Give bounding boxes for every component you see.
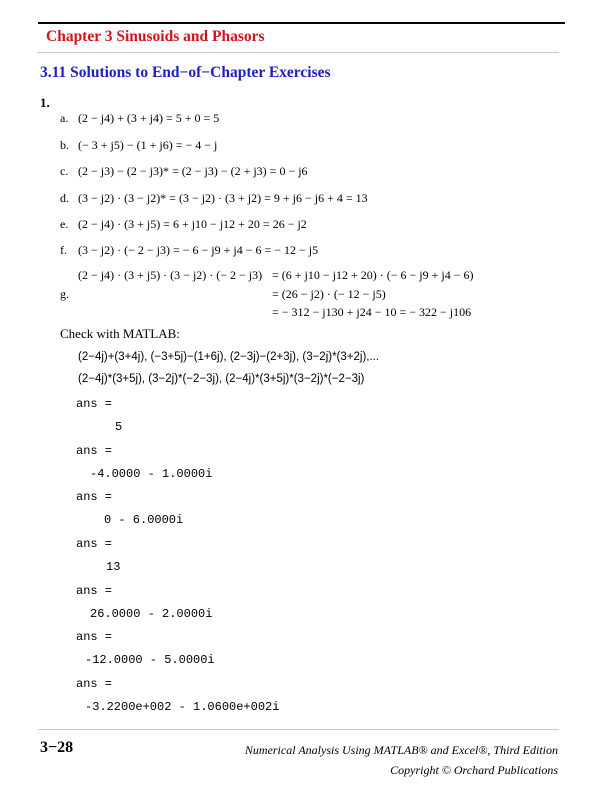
part-label-f: f.	[60, 243, 67, 257]
matlab-ans-value: -12.0000 - 5.0000i	[85, 653, 215, 667]
footer-rule	[38, 729, 559, 730]
matlab-ans-label: ans =	[76, 444, 113, 458]
section-title: 3.11 Solutions to End−of−Chapter Exercises	[40, 64, 331, 81]
part-g-step-3: = − 312 − j130 + j24 − 10 = − 322 − j106	[272, 305, 472, 319]
matlab-ans-value: -4.0000 - 1.0000i	[90, 467, 213, 481]
matlab-ans-label: ans =	[76, 677, 113, 691]
part-equation-f: (3 − j2) · (− 2 − j3) = − 6 − j9 + j4 − 6 = − 12 − j5	[78, 243, 319, 257]
matlab-ans-value: 5	[115, 420, 123, 434]
matlab-code-line-2: (2−4j)*(3+5j), (3−2j)*(−2−3j), (2−4j)*(3+5j)*(3−2j)*(−2−3j)	[78, 373, 365, 385]
part-g-lhs: (2 − j4) · (3 + j5) · (3 − j2) · (− 2 − j3)	[78, 268, 263, 282]
matlab-ans-label: ans =	[76, 537, 113, 551]
chapter-heading: Chapter 3 Sinusoids and Phasors	[46, 28, 265, 45]
part-label-b: b.	[60, 138, 69, 152]
header-rule	[38, 22, 565, 24]
matlab-ans-label: ans =	[76, 630, 113, 644]
part-equation-a: (2 − j4) + (3 + j4) = 5 + 0 = 5	[78, 111, 220, 125]
part-label-e: e.	[60, 217, 69, 231]
matlab-ans-value: 13	[106, 560, 121, 574]
matlab-ans-value: 0 - 6.0000i	[104, 513, 184, 527]
part-equation-c: (2 − j3) − (2 − j3)* = (2 − j3) − (2 + j3) = 0 − j6	[78, 164, 308, 178]
matlab-ans-value: -3.2200e+002 - 1.0600e+002i	[85, 700, 280, 714]
copyright-notice: Copyright © Orchard Publications	[390, 763, 558, 777]
exercise-number: 1.	[40, 95, 50, 110]
book-title: Numerical Analysis Using MATLAB® and Excel®, Third Edition	[244, 743, 558, 757]
part-equation-d: (3 − j2) · (3 − j2)* = (3 − j2) · (3 + j2) = 9 + j6 − j6 + 4 = 13	[78, 191, 368, 205]
matlab-ans-label: ans =	[76, 397, 113, 411]
part-equation-b: (− 3 + j5) − (1 + j6) = − 4 − j	[78, 138, 218, 152]
part-equation-e: (2 − j4) · (3 + j5) = 6 + j10 − j12 + 20 = 26 − j2	[78, 217, 307, 231]
part-label-a: a.	[60, 111, 69, 125]
part-label-g: g.	[60, 287, 69, 301]
matlab-ans-value: 26.0000 - 2.0000i	[90, 607, 213, 621]
matlab-code-line-1: (2−4j)+(3+4j), (−3+5j)−(1+6j), (2−3j)−(2+3j), (3−2j)*(3+2j),...	[78, 351, 380, 363]
part-label-c: c.	[60, 164, 69, 178]
part-g-step-1: = (6 + j10 − j12 + 20) · (− 6 − j9 + j4 − 6)	[272, 268, 474, 282]
matlab-intro: Check with MATLAB:	[60, 326, 180, 341]
page-number: 3−28	[40, 739, 74, 756]
matlab-ans-label: ans =	[76, 490, 113, 504]
part-g-step-2: = (26 − j2) · (− 12 − j5)	[272, 287, 386, 301]
part-label-d: d.	[60, 191, 69, 205]
header-divider	[38, 52, 559, 53]
matlab-ans-label: ans =	[76, 584, 113, 598]
